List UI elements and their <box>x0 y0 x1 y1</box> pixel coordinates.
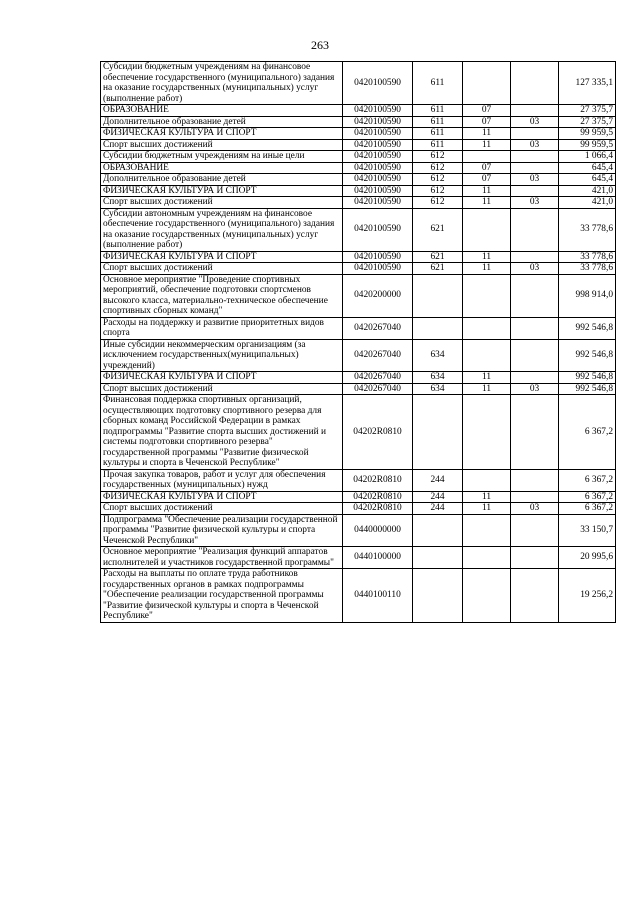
row-sum-cell: 992 546,8 <box>559 339 616 372</box>
row-sum-cell: 992 546,8 <box>559 383 616 395</box>
row-pr-cell <box>511 151 559 163</box>
row-name-cell: ФИЗИЧЕСКАЯ КУЛЬТУРА И СПОРТ <box>101 251 343 263</box>
row-sum-cell: 421,0 <box>559 197 616 209</box>
row-vr-cell: 244 <box>413 491 463 503</box>
row-sum-cell: 421,0 <box>559 185 616 197</box>
table-row <box>101 569 616 623</box>
row-csr-cell: 0420100590 <box>343 263 413 275</box>
row-csr-cell: 04202R0810 <box>343 395 413 470</box>
row-csr-cell: 0420100590 <box>343 162 413 174</box>
row-rz-cell: 11 <box>463 263 511 275</box>
row-csr-cell: 0420100590 <box>343 151 413 163</box>
table-row <box>101 185 616 197</box>
row-vr-cell <box>413 274 463 317</box>
row-csr-cell: 04202R0810 <box>343 469 413 491</box>
row-sum-cell: 33 150,7 <box>559 514 616 547</box>
row-vr-cell <box>413 514 463 547</box>
row-sum-cell: 20 995,6 <box>559 547 616 569</box>
row-csr-cell: 0420100590 <box>343 185 413 197</box>
table-row <box>101 372 616 384</box>
table-row <box>101 174 616 186</box>
row-name-cell: ОБРАЗОВАНИЕ <box>101 105 343 117</box>
row-vr-cell: 611 <box>413 62 463 105</box>
row-name-cell: Дополнительное образование детей <box>101 116 343 128</box>
row-vr-cell <box>413 569 463 623</box>
row-name-cell: Спорт высших достижений <box>101 383 343 395</box>
row-name-cell: Спорт высших достижений <box>101 197 343 209</box>
row-name-cell: Основное мероприятие "Реализация функций аппаратов исполнителей и участников государственной программы" <box>101 547 343 569</box>
row-rz-cell: 07 <box>463 105 511 117</box>
row-pr-cell: 03 <box>511 139 559 151</box>
row-pr-cell <box>511 105 559 117</box>
table-row <box>101 274 616 317</box>
row-name-cell: ФИЗИЧЕСКАЯ КУЛЬТУРА И СПОРТ <box>101 128 343 140</box>
row-rz-cell <box>463 395 511 470</box>
row-sum-cell: 992 546,8 <box>559 317 616 339</box>
row-pr-cell <box>511 569 559 623</box>
row-sum-cell: 33 778,6 <box>559 263 616 275</box>
table-row <box>101 491 616 503</box>
row-name-cell: Спорт высших достижений <box>101 139 343 151</box>
row-vr-cell: 612 <box>413 185 463 197</box>
row-csr-cell: 0440100110 <box>343 569 413 623</box>
table-row <box>101 263 616 275</box>
table-row <box>101 395 616 470</box>
row-sum-cell: 27 375,7 <box>559 116 616 128</box>
row-name-cell: Субсидии бюджетным учреждениям на иные цели <box>101 151 343 163</box>
row-pr-cell: 03 <box>511 197 559 209</box>
row-pr-cell <box>511 491 559 503</box>
row-name-cell: Субсидии автономным учреждениям на финансовое обеспечение государственного (муниципального) задания на оказание государственных (муниципальных) услуг (выполнение работ) <box>101 208 343 251</box>
table-row <box>101 116 616 128</box>
row-sum-cell: 19 256,2 <box>559 569 616 623</box>
row-rz-cell: 07 <box>463 116 511 128</box>
row-rz-cell: 11 <box>463 197 511 209</box>
row-pr-cell <box>511 339 559 372</box>
row-vr-cell: 621 <box>413 263 463 275</box>
row-vr-cell: 634 <box>413 372 463 384</box>
row-name-cell: Расходы на выплаты по оплате труда работников государственных органов в рамках подпрограммы "Обеспечение реализации государственной программы "Развитие физической культуры и спорта в Чеченской Республике" <box>101 569 343 623</box>
row-vr-cell: 244 <box>413 503 463 515</box>
row-name-cell: Расходы на поддержку и развитие приоритетных видов спорта <box>101 317 343 339</box>
row-rz-cell: 11 <box>463 128 511 140</box>
row-rz-cell <box>463 62 511 105</box>
row-pr-cell: 03 <box>511 383 559 395</box>
row-vr-cell: 621 <box>413 208 463 251</box>
row-pr-cell <box>511 162 559 174</box>
row-sum-cell: 992 546,8 <box>559 372 616 384</box>
row-sum-cell: 99 959,5 <box>559 139 616 151</box>
row-name-cell: Прочая закупка товаров, работ и услуг для обеспечения государственных (муниципальных) нужд <box>101 469 343 491</box>
table-row <box>101 128 616 140</box>
table-row <box>101 469 616 491</box>
row-pr-cell <box>511 317 559 339</box>
row-csr-cell: 0420267040 <box>343 372 413 384</box>
row-rz-cell: 07 <box>463 174 511 186</box>
row-csr-cell: 0420100590 <box>343 139 413 151</box>
row-csr-cell: 0440100000 <box>343 547 413 569</box>
row-rz-cell: 11 <box>463 491 511 503</box>
row-csr-cell: 04202R0810 <box>343 503 413 515</box>
row-vr-cell: 634 <box>413 383 463 395</box>
row-rz-cell: 11 <box>463 503 511 515</box>
row-name-cell: Спорт высших достижений <box>101 503 343 515</box>
row-rz-cell <box>463 569 511 623</box>
row-vr-cell: 612 <box>413 151 463 163</box>
row-sum-cell: 645,4 <box>559 174 616 186</box>
row-sum-cell: 27 375,7 <box>559 105 616 117</box>
row-sum-cell: 33 778,6 <box>559 251 616 263</box>
row-pr-cell <box>511 128 559 140</box>
row-vr-cell: 611 <box>413 105 463 117</box>
row-rz-cell <box>463 274 511 317</box>
row-csr-cell: 0420200000 <box>343 274 413 317</box>
row-sum-cell: 998 914,0 <box>559 274 616 317</box>
table-row <box>101 139 616 151</box>
table-row <box>101 317 616 339</box>
row-vr-cell <box>413 317 463 339</box>
row-csr-cell: 0420100590 <box>343 62 413 105</box>
row-pr-cell <box>511 395 559 470</box>
row-csr-cell: 0420100590 <box>343 105 413 117</box>
row-name-cell: ФИЗИЧЕСКАЯ КУЛЬТУРА И СПОРТ <box>101 185 343 197</box>
row-name-cell: Подпрограмма "Обеспечение реализации государственной программы "Развитие физической культуры и спорта Чеченской Республики" <box>101 514 343 547</box>
table-row <box>101 208 616 251</box>
table-row <box>101 503 616 515</box>
row-vr-cell: 634 <box>413 339 463 372</box>
row-pr-cell <box>511 274 559 317</box>
row-csr-cell: 0420100590 <box>343 197 413 209</box>
row-pr-cell <box>511 185 559 197</box>
row-csr-cell: 0440000000 <box>343 514 413 547</box>
row-csr-cell: 0420100590 <box>343 174 413 186</box>
row-sum-cell: 127 335,1 <box>559 62 616 105</box>
page-number: 263 <box>311 38 329 52</box>
row-rz-cell: 11 <box>463 372 511 384</box>
row-pr-cell <box>511 469 559 491</box>
row-rz-cell <box>463 151 511 163</box>
row-vr-cell: 612 <box>413 174 463 186</box>
table-row <box>101 383 616 395</box>
row-pr-cell: 03 <box>511 174 559 186</box>
row-rz-cell: 11 <box>463 139 511 151</box>
row-pr-cell <box>511 251 559 263</box>
row-name-cell: ОБРАЗОВАНИЕ <box>101 162 343 174</box>
row-pr-cell: 03 <box>511 503 559 515</box>
row-csr-cell: 0420267040 <box>343 339 413 372</box>
row-pr-cell <box>511 62 559 105</box>
row-rz-cell: 11 <box>463 185 511 197</box>
row-rz-cell: 11 <box>463 383 511 395</box>
row-name-cell: Субсидии бюджетным учреждениям на финансовое обеспечение государственного (муниципального) задания на оказание государственных (муниципальных) услуг (выполнение работ) <box>101 62 343 105</box>
row-name-cell: Дополнительное образование детей <box>101 174 343 186</box>
table-row <box>101 151 616 163</box>
row-rz-cell <box>463 317 511 339</box>
budget-table-body <box>101 62 616 623</box>
row-vr-cell: 244 <box>413 469 463 491</box>
table-row <box>101 251 616 263</box>
row-name-cell: Спорт высших достижений <box>101 263 343 275</box>
row-pr-cell: 03 <box>511 116 559 128</box>
table-row <box>101 105 616 117</box>
row-vr-cell <box>413 395 463 470</box>
row-vr-cell: 611 <box>413 116 463 128</box>
row-vr-cell: 612 <box>413 197 463 209</box>
row-pr-cell <box>511 547 559 569</box>
row-name-cell: Финансовая поддержка спортивных организаций, осуществляющих подготовку спортивного резерва для сборных команд Российской Федерации в рамках подпрограммы "Развитие спорта высших достижений и системы подготовки спортивного резерва" государственной программы "Развитие физической культуры и спорта в Чеченской Республике" <box>101 395 343 470</box>
row-vr-cell: 611 <box>413 128 463 140</box>
table-row <box>101 514 616 547</box>
table-row <box>101 547 616 569</box>
row-vr-cell <box>413 547 463 569</box>
row-name-cell: Иные субсидии некоммерческим организациям (за исключением государственных(муниципальных) учреждений) <box>101 339 343 372</box>
row-sum-cell: 6 367,2 <box>559 395 616 470</box>
row-rz-cell: 11 <box>463 251 511 263</box>
row-csr-cell: 0420267040 <box>343 317 413 339</box>
row-vr-cell: 612 <box>413 162 463 174</box>
row-sum-cell: 99 959,5 <box>559 128 616 140</box>
row-csr-cell: 0420100590 <box>343 116 413 128</box>
row-csr-cell: 0420100590 <box>343 128 413 140</box>
row-rz-cell <box>463 339 511 372</box>
budget-table <box>100 61 616 623</box>
row-name-cell: ФИЗИЧЕСКАЯ КУЛЬТУРА И СПОРТ <box>101 372 343 384</box>
row-pr-cell <box>511 208 559 251</box>
row-csr-cell: 0420267040 <box>343 383 413 395</box>
row-vr-cell: 611 <box>413 139 463 151</box>
row-pr-cell <box>511 372 559 384</box>
row-sum-cell: 1 066,4 <box>559 151 616 163</box>
row-rz-cell <box>463 208 511 251</box>
table-row <box>101 197 616 209</box>
row-rz-cell <box>463 547 511 569</box>
row-csr-cell: 0420100590 <box>343 208 413 251</box>
row-sum-cell: 6 367,2 <box>559 503 616 515</box>
row-csr-cell: 0420100590 <box>343 251 413 263</box>
row-sum-cell: 33 778,6 <box>559 208 616 251</box>
row-pr-cell: 03 <box>511 263 559 275</box>
row-sum-cell: 6 367,2 <box>559 469 616 491</box>
row-sum-cell: 645,4 <box>559 162 616 174</box>
row-rz-cell <box>463 469 511 491</box>
row-csr-cell: 04202R0810 <box>343 491 413 503</box>
table-row <box>101 62 616 105</box>
row-name-cell: ФИЗИЧЕСКАЯ КУЛЬТУРА И СПОРТ <box>101 491 343 503</box>
row-rz-cell <box>463 514 511 547</box>
row-pr-cell <box>511 514 559 547</box>
row-vr-cell: 621 <box>413 251 463 263</box>
table-row <box>101 339 616 372</box>
row-sum-cell: 6 367,2 <box>559 491 616 503</box>
row-rz-cell: 07 <box>463 162 511 174</box>
row-name-cell: Основное мероприятие "Проведение спортивных мероприятий, обеспечение подготовки спортсменов высокого класса, материально-техническое обеспечение спортивных сборных команд" <box>101 274 343 317</box>
table-row <box>101 162 616 174</box>
